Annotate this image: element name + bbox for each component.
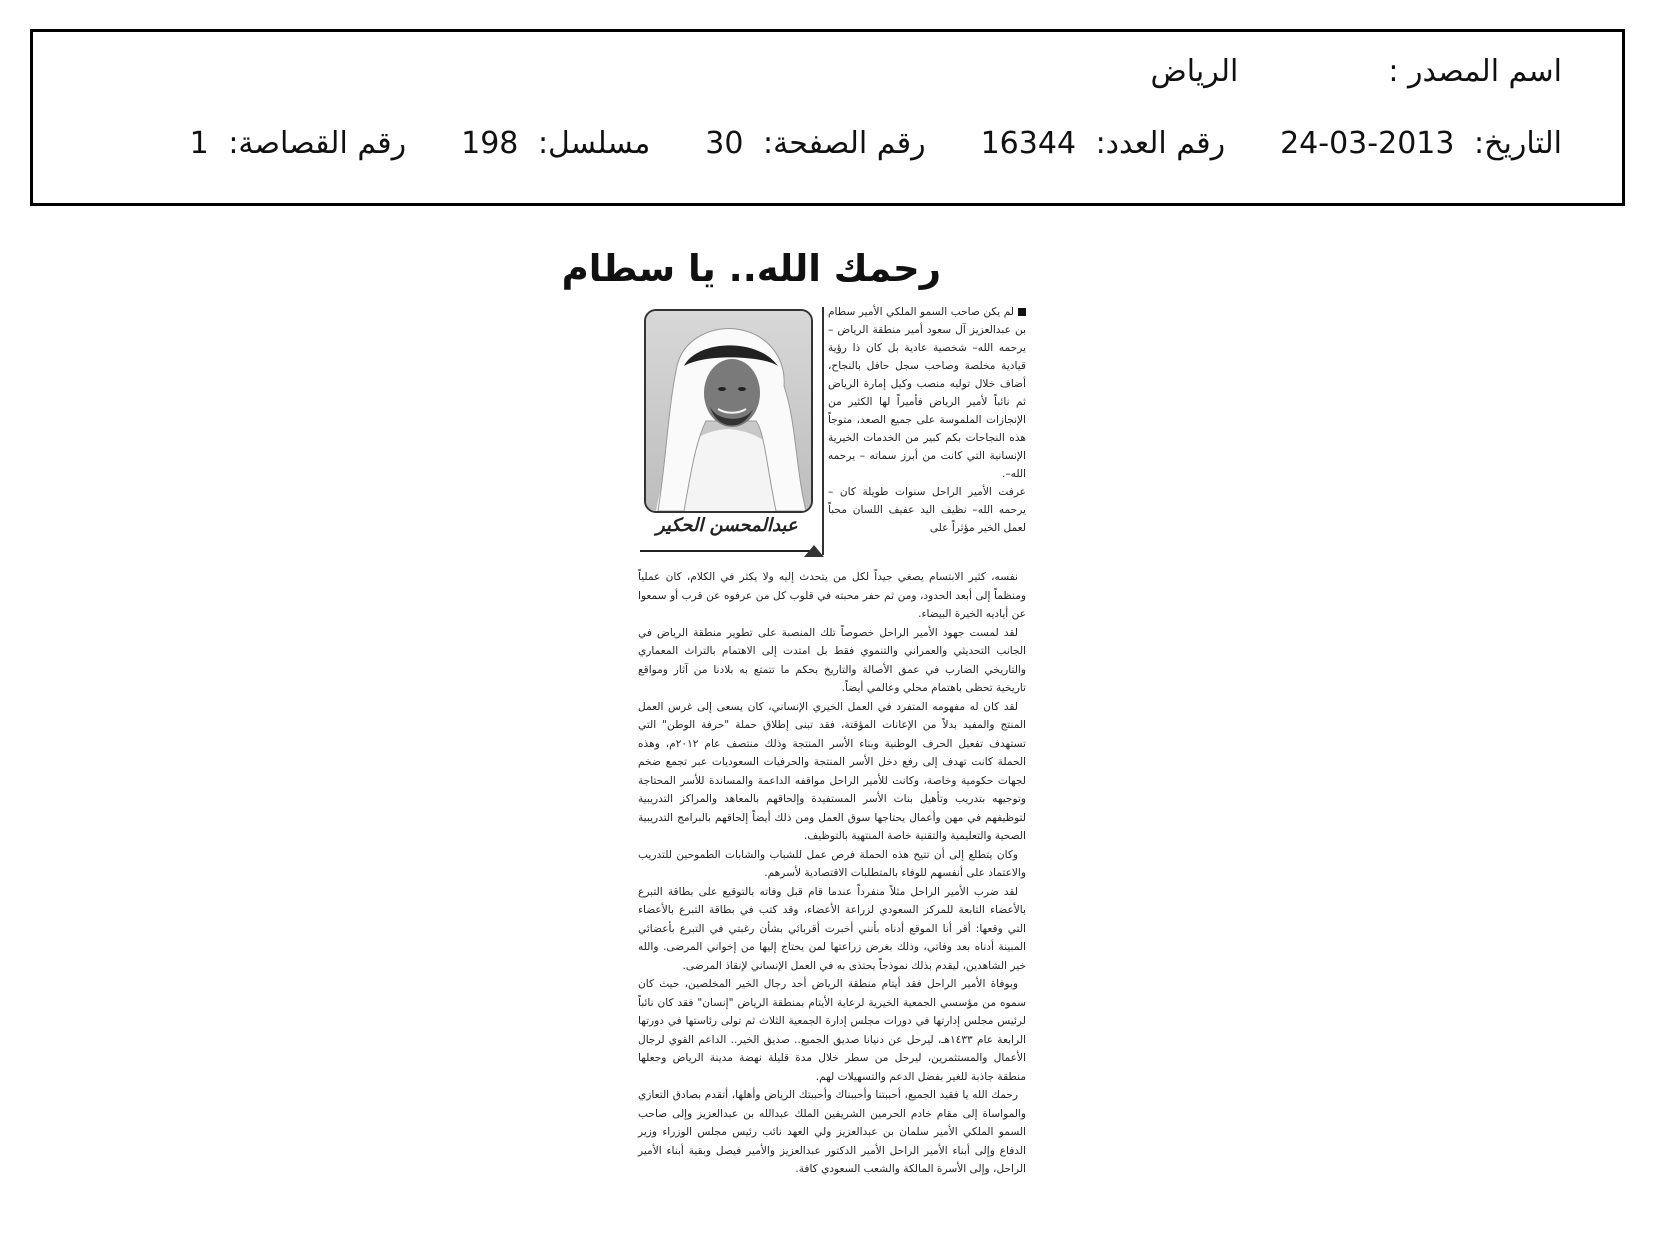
serial-value: 198: [461, 126, 519, 161]
author-portrait-image: [646, 311, 811, 511]
triangle-marker-icon: [804, 545, 824, 557]
clip-value: 1: [189, 126, 209, 161]
body-paragraph: وبوفاة الأمير الراحل فقد أيتام منطقة الرياض أحد رجال الخير المخلصين، حيث كان سموه من مؤسسي الجمعية الخيرية لرعاية الأيتام بمنطقة الرياض "إنسان" فقد كان نائباً لرئيس مجلس إدارتها في دورات مجلس إدارة الجمعية الثلاث ثم تولى رئاستها في دورتها الرابعة عام ١٤٣٣هـ، ليرحل عن دنيانا صديق الجميع.. صديق الخير.. الداعم القوي لرجال الأعمال والمستثمرين، ليرحل من سطر خلال مدة قليلة نهضة مدينة الرياض وجعلها منطقة جاذبة للغير بفضل الدعم والتسهيلات لهم.: [638, 978, 1026, 1083]
date-value: 2013-03-24: [1280, 126, 1455, 161]
source-row: [1151, 54, 1562, 89]
date-label: التاريخ:: [1474, 126, 1562, 161]
serial-label: مسلسل:: [537, 126, 651, 161]
article-body: [638, 568, 1026, 1179]
source-label: اسم المصدر :: [1388, 54, 1562, 89]
author-rule: [640, 550, 815, 552]
clipping-info-box: [30, 29, 1625, 206]
page-value: 30: [705, 126, 744, 161]
issue-value: 16344: [980, 126, 1077, 161]
source-value: الرياض: [1150, 54, 1239, 89]
body-paragraph: لقد ضرب الأمير الراحل مثلاً منفرداً عندما قام قبل وفاته بالتوقيع على بطاقة التبرع بالأعضاء التابعة للمركز السعودي لزراعة الأعضاء، وقد كتب في بطاقة التبرع بالأعضاء التي وقعها: أقر أنا الموقع أدناه بأنني أخبرت أقربائي بشأن رغبتي في التبرع بأعضائي المبينة أدناه بعد وفاتي، وذلك بغرض زراعتها لمن يحتاج إليها من إخواني المرضى. والله خير الشاهدين، ليقدم بذلك نموذجاً يحتذى به في العمل الإنساني لإنقاذ المرضى.: [638, 885, 1026, 972]
page-label: رقم الصفحة:: [763, 126, 926, 161]
body-paragraph: وكان يتطلع إلى أن تتيح هذه الحملة فرص عمل للشباب والشابات الطموحين للتدريب والاعتماد على أنفسهم للوفاء بالمتطلبات الاقتصادية لأسرهم.: [638, 848, 1026, 879]
date-field: [1280, 126, 1562, 161]
author-photo: [644, 309, 813, 513]
serial-field: [461, 126, 650, 161]
lead-paragraph-2: عرفت الأمير الراحل سنوات طويلة كان –يرحمه الله– نظيف اليد عفيف اللسان محباً لعمل الخير مؤثراً على: [828, 486, 1026, 534]
article-lead: [828, 303, 1026, 537]
author-name: عبدالمحسن الحكير: [656, 515, 798, 536]
newspaper-clipping: [561, 245, 1026, 1240]
lead-text: لم يكن صاحب السمو الملكي الأمير سطام بن عبدالعزيز آل سعود أمير منطقة الرياض – يرحمه الله– شخصية عادية بل كان ذا رؤية قيادية مخلصة وصاحب سجل حافل بالنجاح، أضاف خلال توليه منصب وكيل إمارة الرياض ثم نائباً لأمير الرياض فأميراً لها الكثير من الإنجازات الملموسة على جميع الصعد، متوجاً هذه النجاحات بكم كبير من الخدمات الخيرية الإنسانية التي كانت من أبرز سماته – يرحمه الله–.: [828, 306, 1026, 480]
body-paragraph: رحمك الله يا فقيد الجميع، أحببتنا وأحببناك وأحببتك الرياض وأهلها، أتقدم بصادق التعازي والمواساة إلى مقام خادم الحرمين الشريفين الملك عبدالله بن عبدالعزيز وإلى صاحب السمو الملكي الأمير سلمان بن عبدالعزيز ولي العهد نائب رئيس مجلس الوزراء وزير الدفاع وإلى أبناء الأمير الراحل الأمير الدكتور عبدالعزيز والأمير فيصل وبقية أبناء الأمير الراحل، وإلى الأسرة المالكة والشعب السعودي كافة.: [638, 1089, 1026, 1175]
lead-paragraph: [828, 303, 1026, 483]
square-bullet-icon: [1018, 308, 1026, 316]
page-field: [705, 126, 925, 161]
issue-field: [981, 126, 1225, 161]
issue-label: رقم العدد:: [1095, 126, 1226, 161]
meta-row: [135, 126, 1562, 161]
clip-field: [190, 126, 406, 161]
body-paragraph: لقد لمست جهود الأمير الراحل خصوصاً تلك المنصبة على تطوير منطقة الرياض في الجانب التحديثي والعمراني والتنموي فقط بل امتدت إلى الاهتمام بالتراث المعماري والتاريخي الضارب في عمق الأصالة والتاريخ بحكم ما تتمتع به بلادنا من آثار ومواقع تاريخية تحظى باهتمام محلي وعالمي أيضاً.: [638, 626, 1026, 694]
article-headline: رحمك الله.. يا سطام: [561, 247, 941, 290]
body-paragraph: نفسه، كثير الابتسام يصغي جيداً لكل من يتحدث إليه ولا يكثر في الكلام، كان عملياً ومنظماً إلى أبعد الحدود، ومن ثم حفر محبته في قلوب كل من عرفوه عن قرب أو سمعوا عن أياديه الخيرة البيضاء.: [638, 571, 1026, 620]
clip-label: رقم القصاصة:: [228, 126, 407, 161]
column-divider: [822, 307, 824, 555]
body-paragraph: لقد كان له مفهومه المتفرد في العمل الخيري الإنساني، كان يسعى إلى غرس العمل المنتج والمفيد بدلاً من الإعانات المؤقتة، فقد تبنى إطلاق حملة "حرفة الوطن" التي تستهدف تفعيل الحرف الوطنية وبناء الأسر المنتجة وذلك منتصف عام ٢٠١٢م، وهذه الحملة كانت تهدف إلى رفع دخل الأسر المنتجة والحرفيات السعوديات عبر تجمع ضخم لجهات حكومية وخاصة، وكانت للأمير الراحل مواقفه الداعمة والمساندة للأسر المحتاجة وتوجيهه بتدريب وتأهيل بنات الأسر المستفيدة وإلحاقهم بالمعاهد والمراكز التدريبية لتوظيفهم في مهن وأعمال يحتاجها سوق العمل ومن ذلك أيضاً إلحاقهم بالبرامج التدريبية الصحية والتعليمية والتقنية خاصة المنتهية بالتوظيف.: [638, 700, 1026, 842]
